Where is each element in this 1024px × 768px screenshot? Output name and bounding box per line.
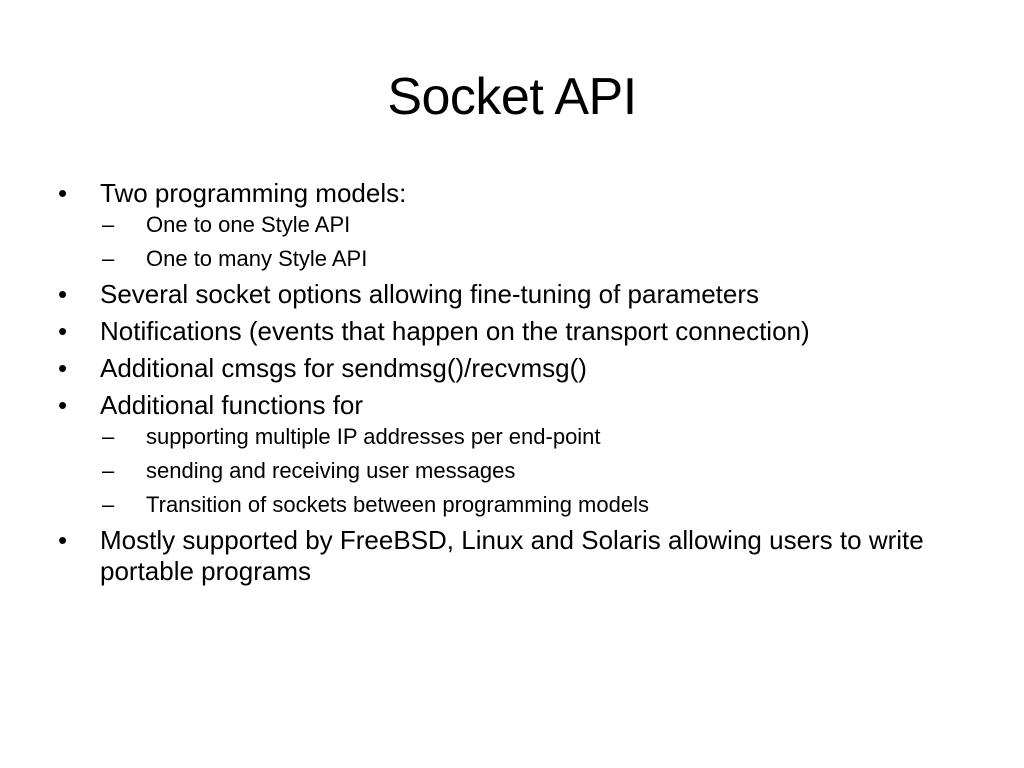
bullet-icon: • xyxy=(58,525,68,555)
sub-list-item-text: sending and receiving user messages xyxy=(146,458,516,483)
list-item-text: Notifications (events that happen on the transport connection) xyxy=(100,316,810,346)
sub-list-item xyxy=(102,245,958,273)
sub-list-item-text: supporting multiple IP addresses per end-point xyxy=(146,424,601,449)
bullet-icon: • xyxy=(58,316,68,346)
sub-list xyxy=(100,211,958,273)
sub-list-item xyxy=(102,491,958,519)
sub-list-item xyxy=(102,211,958,239)
dash-icon: – xyxy=(102,458,115,483)
sub-list xyxy=(100,423,958,519)
bullet-icon: • xyxy=(58,353,68,383)
sub-list-item xyxy=(102,423,958,451)
bullet-icon: • xyxy=(58,390,68,420)
bullet-icon: • xyxy=(58,279,68,309)
list-item xyxy=(58,279,958,310)
list-item-text: Additional functions for xyxy=(100,390,364,420)
dash-icon: – xyxy=(102,212,115,237)
sub-list-item-text: One to many Style API xyxy=(146,246,368,271)
sub-list-item-text: Transition of sockets between programming models xyxy=(146,492,649,517)
list-item-text: Two programming models: xyxy=(100,178,407,208)
dash-icon: – xyxy=(102,424,115,449)
list-item xyxy=(58,316,958,347)
list-item xyxy=(58,178,958,273)
sub-list-item xyxy=(102,457,958,485)
list-item xyxy=(58,390,958,519)
list-item-text: Several socket options allowing fine-tuning of parameters xyxy=(100,279,760,309)
sub-list-item-text: One to one Style API xyxy=(146,212,351,237)
bullet-list xyxy=(58,178,958,593)
dash-icon: – xyxy=(102,246,115,271)
list-item xyxy=(58,353,958,384)
bullet-icon: • xyxy=(58,178,68,208)
list-item-text: Additional cmsgs for sendmsg()/recvmsg() xyxy=(100,353,587,383)
list-item xyxy=(58,525,958,587)
list-item-text: Mostly supported by FreeBSD, Linux and Solaris allowing users to write portable programs xyxy=(100,525,924,586)
slide-title: Socket API xyxy=(387,68,637,126)
dash-icon: – xyxy=(102,492,115,517)
